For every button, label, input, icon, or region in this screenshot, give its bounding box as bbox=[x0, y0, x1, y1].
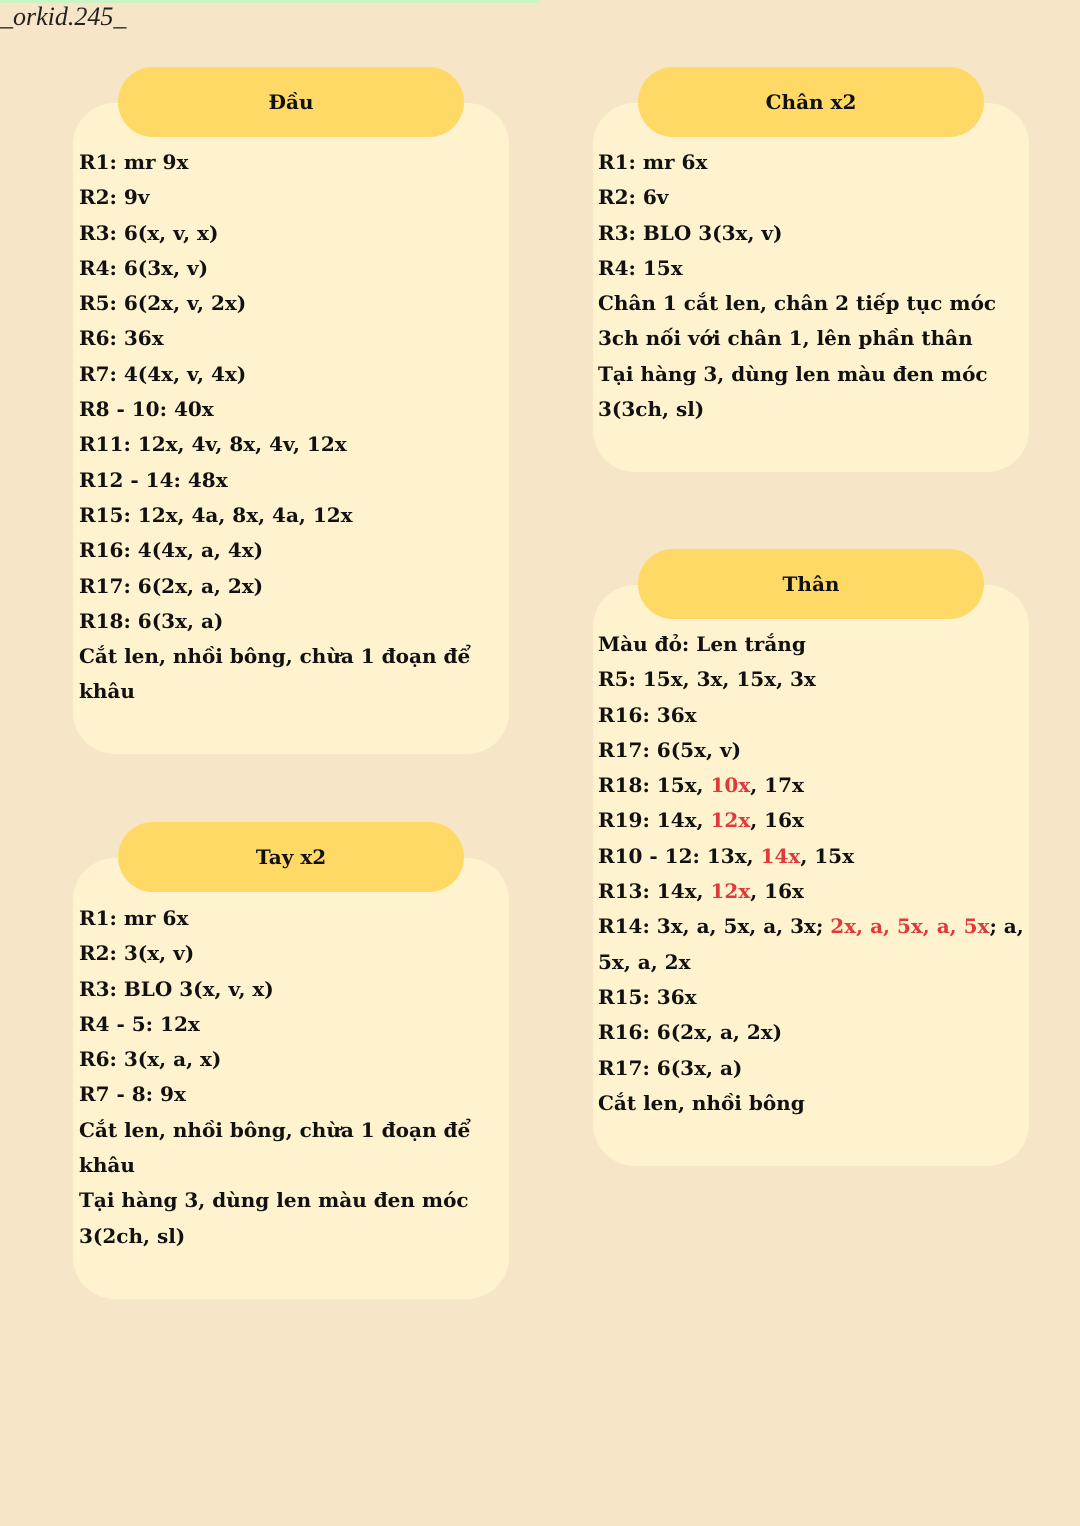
section-title-tay: Tay x2 bbox=[118, 822, 464, 892]
instruction-line: R6: 36x bbox=[79, 326, 164, 351]
line-text: ; a, bbox=[989, 914, 1024, 939]
lines-than bbox=[598, 627, 1038, 1121]
instruction-line: Chân 1 cắt len, chân 2 tiếp tục móc bbox=[598, 291, 997, 316]
instruction-line bbox=[598, 874, 1038, 909]
line-text: R13: 14x, bbox=[598, 879, 711, 904]
instruction-line bbox=[598, 768, 1038, 803]
highlighted-stitch-text: 10x bbox=[710, 773, 751, 798]
highlighted-stitch-text: 12x bbox=[710, 808, 751, 833]
instruction-line: khâu bbox=[79, 1153, 135, 1178]
instruction-line: R5: 6(2x, v, 2x) bbox=[79, 291, 247, 316]
instruction-line: khâu bbox=[79, 679, 135, 704]
instruction-line: Cắt len, nhồi bông, chừa 1 đoạn để bbox=[79, 644, 471, 669]
instruction-line: R1: mr 9x bbox=[79, 150, 189, 174]
instruction-line: 3ch nối với chân 1, lên phần thân bbox=[598, 326, 973, 351]
instruction-line: R17: 6(3x, a) bbox=[598, 1055, 743, 1080]
highlighted-stitch-text: 12x bbox=[710, 879, 751, 904]
signature-watermark: _orkid.245_ bbox=[0, 2, 127, 31]
instruction-line: R3: 6(x, v, x) bbox=[79, 220, 219, 245]
instruction-line: R2: 3(x, v) bbox=[79, 941, 195, 966]
instruction-line: R4 - 5: 12x bbox=[79, 1011, 200, 1036]
instruction-line: R16: 6(2x, a, 2x) bbox=[598, 1020, 783, 1045]
instruction-line: R8 - 10: 40x bbox=[79, 397, 214, 422]
instruction-line: R6: 3(x, a, x) bbox=[79, 1047, 222, 1072]
instruction-line: R1: mr 6x bbox=[79, 906, 189, 930]
section-title-chan: Chân x2 bbox=[638, 67, 984, 137]
instruction-line: R17: 6(5x, v) bbox=[598, 737, 742, 762]
line-text: , 16x bbox=[750, 808, 804, 833]
instruction-line: Cắt len, nhồi bông, chừa 1 đoạn để bbox=[79, 1117, 471, 1142]
section-title-than: Thân bbox=[638, 549, 984, 619]
instruction-line: R12 - 14: 48x bbox=[79, 467, 228, 492]
instruction-line: R18: 6(3x, a) bbox=[79, 608, 224, 633]
instruction-line: R3: BLO 3(x, v, x) bbox=[79, 976, 274, 1001]
instruction-line bbox=[598, 839, 1038, 874]
instruction-line: Cắt len, nhồi bông bbox=[598, 1090, 805, 1115]
instruction-line: R17: 6(2x, a, 2x) bbox=[79, 573, 264, 598]
instruction-line: R4: 15x bbox=[598, 255, 683, 280]
instruction-line: 3(3ch, sl) bbox=[598, 397, 705, 422]
instruction-line: R15: 12x, 4a, 8x, 4a, 12x bbox=[79, 502, 353, 527]
lines-chan bbox=[598, 145, 1028, 427]
instruction-line: Tại hàng 3, dùng len màu đen móc bbox=[598, 361, 988, 386]
line-text: R18: 15x, bbox=[598, 773, 711, 798]
instruction-line: R2: 9v bbox=[79, 185, 150, 210]
instruction-line: R16: 4(4x, a, 4x) bbox=[79, 538, 264, 563]
instruction-line: R1: mr 6x bbox=[598, 150, 708, 174]
instruction-line: R4: 6(3x, v) bbox=[79, 255, 209, 280]
lines-dau bbox=[79, 145, 509, 710]
highlighted-stitch-text: 2x, a, 5x, a, 5x bbox=[830, 914, 990, 939]
instruction-line: Màu đỏ: Len trắng bbox=[598, 632, 806, 656]
instruction-line: R7 - 8: 9x bbox=[79, 1082, 186, 1107]
instruction-line: R2: 6v bbox=[598, 185, 669, 210]
instruction-line: R7: 4(4x, v, 4x) bbox=[79, 361, 247, 386]
instruction-line: R3: BLO 3(3x, v) bbox=[598, 220, 783, 245]
instruction-line bbox=[598, 909, 1038, 944]
line-text: R10 - 12: 13x, bbox=[598, 843, 761, 868]
instruction-line: R11: 12x, 4v, 8x, 4v, 12x bbox=[79, 432, 347, 457]
highlighted-stitch-text: 14x bbox=[760, 843, 801, 868]
instruction-line: Tại hàng 3, dùng len màu đen móc bbox=[79, 1188, 469, 1213]
instruction-line bbox=[598, 803, 1038, 838]
instruction-line: R15: 36x bbox=[598, 984, 697, 1009]
line-text: R14: 3x, a, 5x, a, 3x; bbox=[598, 914, 831, 939]
instruction-line: R5: 15x, 3x, 15x, 3x bbox=[598, 667, 816, 692]
section-title-dau: Đầu bbox=[118, 67, 464, 137]
line-text: , 15x bbox=[800, 843, 854, 868]
line-text: , 17x bbox=[750, 773, 804, 798]
line-text: R19: 14x, bbox=[598, 808, 711, 833]
lines-tay bbox=[79, 901, 509, 1254]
instruction-line: 5x, a, 2x bbox=[598, 949, 691, 974]
instruction-line: 3(2ch, sl) bbox=[79, 1223, 186, 1248]
instruction-line: R16: 36x bbox=[598, 702, 697, 727]
line-text: , 16x bbox=[750, 879, 804, 904]
